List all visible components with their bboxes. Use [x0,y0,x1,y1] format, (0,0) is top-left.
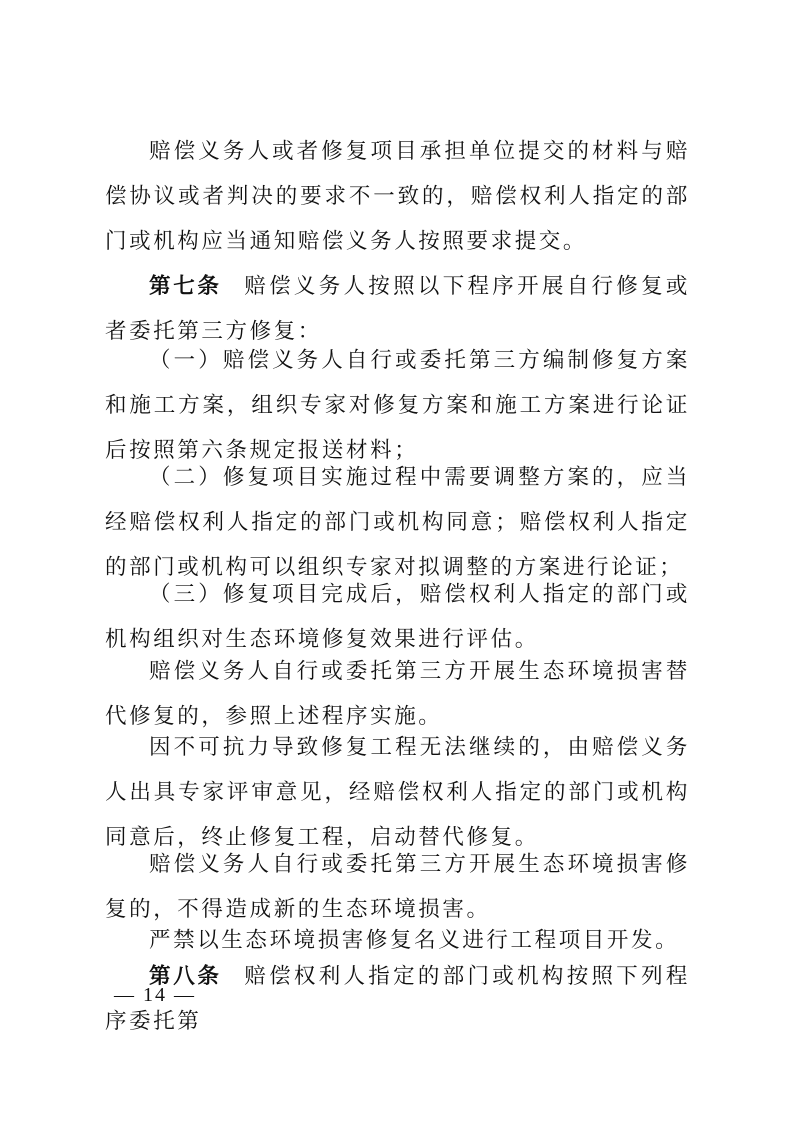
paragraph-force-majeure [105,725,690,860]
paragraph-text: 赔偿义务人或者修复项目承担单位提交的材料与赔偿协议或者判决的要求不一致的，赔偿权利人指定的部门或机构应当通知赔偿义务人按照要求提交。 [105,139,690,254]
list-item-text: （三）修复项目完成后，赔偿权利人指定的部门或机构组织对生态环境修复效果进行评估。 [105,582,690,652]
article-7-body: 赔偿义务人按照以下程序开展自行修复或者委托第三方修复： [105,274,690,344]
list-item-text: （一）赔偿义务人自行或委托第三方编制修复方案和施工方案，组织专家对修复方案和施工方案进行论证后按照第六条规定报送材料； [105,348,690,463]
article-7-heading: 第七条 [149,274,222,299]
paragraph-text: 赔偿义务人自行或委托第三方开展生态环境损害修复的，不得造成新的生态环境损害。 [105,852,690,922]
paragraph-text: 因不可抗力导致修复工程无法继续的，由赔偿义务人出具专家评审意见，经赔偿权利人指定的部门或机构同意后，终止修复工程，启动替代修复。 [105,735,690,850]
article-8-heading: 第八条 [149,964,222,989]
list-item-2 [105,455,690,590]
paragraph-text: 严禁以生态环境损害修复名义进行工程项目开发。 [149,928,680,953]
page-number: — 14 — [114,984,196,1006]
paragraph-submission-mismatch [105,129,690,264]
list-item-text: （二）修复项目实施过程中需要调整方案的，应当经赔偿权利人指定的部门或机构同意；赔偿权利人指定的部门或机构可以组织专家对拟调整的方案进行论证； [105,465,690,580]
paragraph-text: 赔偿义务人自行或委托第三方开展生态环境损害替代修复的，参照上述程序实施。 [105,659,690,729]
list-item-1 [105,338,690,473]
article-8-body: 赔偿权利人指定的部门或机构按照下列程序委托第 [105,964,690,1034]
